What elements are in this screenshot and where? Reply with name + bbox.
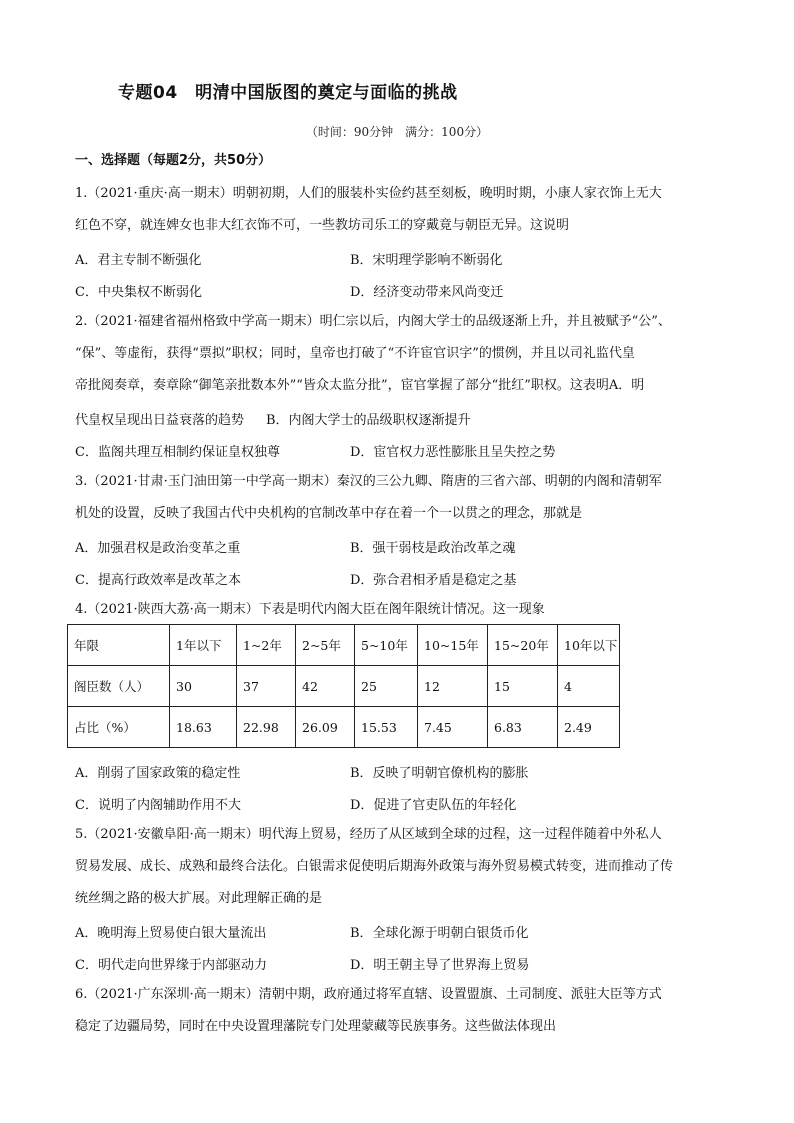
table-cell: 7.45: [418, 707, 488, 748]
question-2-line-2: “保”、等虚衔，获得“票拟”职权；同时，皇帝也打破了“不许宦官识字”的惯例，并且以司礼监代皇: [75, 346, 635, 361]
table-header-cell: 2~5年: [296, 625, 355, 666]
question-2-line-3: 帝批阅奏章，奏章除“御笔亲批数本外”“皆众太监分批”，宦官掌握了部分“批红”职权。这表明A．明: [75, 378, 645, 393]
table-header-cell: 1~2年: [237, 625, 296, 666]
table-cell: 25: [355, 666, 418, 707]
question-3-option-a: A．加强君权是政治变革之重: [75, 541, 241, 556]
question-4-option-b: B．反映了明朝官僚机构的膨胀: [350, 766, 529, 781]
table-cell: 30: [170, 666, 237, 707]
table-header-cell: 1年以下: [170, 625, 237, 666]
question-1-line-1: 1.（2021·重庆·高一期末）明朝初期，人们的服装朴实俭约甚至刻板，晚明时期，小康人家衣饰上无大: [75, 186, 662, 201]
question-5-option-d: D．明王朝主导了世界海上贸易: [350, 958, 530, 973]
question-4-option-d: D．促进了官吏队伍的年轻化: [350, 798, 517, 813]
table-header-row: [68, 625, 620, 666]
question-5-line-3: 统丝绸之路的极大扩展。对此理解正确的是: [75, 891, 323, 906]
question-2-option-d: D．宦官权力恶性膨胀且呈失控之势: [350, 445, 556, 460]
exam-time-info: （时间：90分钟 满分：100分）: [305, 125, 489, 139]
table-row: [68, 666, 620, 707]
question-4-option-c: C．说明了内阁辅助作用不大: [75, 798, 241, 813]
table-cell: 12: [418, 666, 488, 707]
table-header-cell: 10年以下: [558, 625, 620, 666]
table-header-cell: 10~15年: [418, 625, 488, 666]
table-header-cell: 5~10年: [355, 625, 418, 666]
table-cell: 阁臣数（人）: [68, 666, 170, 707]
table-cell: 42: [296, 666, 355, 707]
table-cell: 26.09: [296, 707, 355, 748]
question-6-line-1: 6.（2021·广东深圳·高一期末）清朝中期，政府通过将军直辖、设置盟旗、土司制度、派驻大臣等方式: [75, 987, 662, 1002]
question-5-option-c: C．明代走向世界缘于内部驱动力: [75, 958, 267, 973]
table-row: [68, 707, 620, 748]
question-5-line-1: 5.（2021·安徽阜阳·高一期末）明代海上贸易，经历了从区域到全球的过程，这一过程伴随着中外私人: [75, 827, 662, 842]
question-1-line-2: 红色不穿，就连婢女也非大红衣饰不可，一些教坊司乐工的穿戴竟与朝臣无异。这说明: [75, 218, 570, 233]
table-cell: 6.83: [488, 707, 558, 748]
page-title: 专题04 明清中国版图的奠定与面临的挑战: [118, 83, 458, 103]
question-6-line-2: 稳定了边疆局势，同时在中央设置理藩院专门处理蒙藏等民族事务。这些做法体现出: [75, 1019, 557, 1034]
table-header-cell: 年限: [68, 625, 170, 666]
question-5-line-2: 贸易发展、成长、成熟和最终合法化。白银需求促使明后期海外政策与海外贸易模式转变，进而推动了传: [75, 859, 674, 874]
table-cell: 4: [558, 666, 620, 707]
question-5-option-a: A．晚明海上贸易使白银大量流出: [75, 926, 267, 941]
question-2-line-1: 2.（2021·福建省福州格致中学高一期末）明仁宗以后，内阁大学士的品级逐渐上升，并且被赋予“公”、: [75, 314, 671, 329]
table-header-cell: 15~20年: [488, 625, 558, 666]
question-5-option-b: B．全球化源于明朝白银货币化: [350, 926, 529, 941]
question-1-option-d: D．经济变动带来风尚变迁: [350, 285, 504, 300]
question-1-option-a: A．君主专制不断强化: [75, 253, 202, 268]
question-3-line-2: 机处的设置，反映了我国古代中央机构的官制改革中存在着一个一以贯之的理念，那就是: [75, 506, 583, 521]
question-2-option-c: C．监阁共理互相制约保证皇权独尊: [75, 445, 280, 460]
table-cell: 2.49: [558, 707, 620, 748]
question-3-option-d: D．弥合君相矛盾是稳定之基: [350, 573, 517, 588]
section-heading: 一、选择题（每题2分，共50分）: [75, 153, 272, 168]
question-3-option-c: C．提高行政效率是改革之本: [75, 573, 241, 588]
question-1-option-c: C．中央集权不断弱化: [75, 285, 202, 300]
question-2-option-b: B．内阁大学士的品级职权逐渐提升: [266, 413, 471, 428]
question-3-option-b: B．强干弱枝是政治改革之魂: [350, 541, 516, 556]
question-4-line-1: 4.（2021·陕西大荔·高一期末）下表是明代内阁大臣在阁年限统计情况。这一现象: [75, 602, 545, 617]
table-cell: 22.98: [237, 707, 296, 748]
table-cell: 37: [237, 666, 296, 707]
question-2-option-a-tail: 代皇权呈现出日益衰落的趋势: [75, 413, 245, 428]
question-4-option-a: A．削弱了国家政策的稳定性: [75, 766, 241, 781]
question-1-option-b: B．宋明理学影响不断弱化: [350, 253, 503, 268]
table-cell: 15.53: [355, 707, 418, 748]
question-3-line-1: 3.（2021·甘肃·玉门油田第一中学高一期末）秦汉的三公九卿、隋唐的三省六部、明朝的内阁和清朝军: [75, 474, 662, 489]
table-cell: 15: [488, 666, 558, 707]
table-cell: 18.63: [170, 707, 237, 748]
cabinet-tenure-table: [67, 624, 620, 748]
table-cell: 占比（%）: [68, 707, 170, 748]
